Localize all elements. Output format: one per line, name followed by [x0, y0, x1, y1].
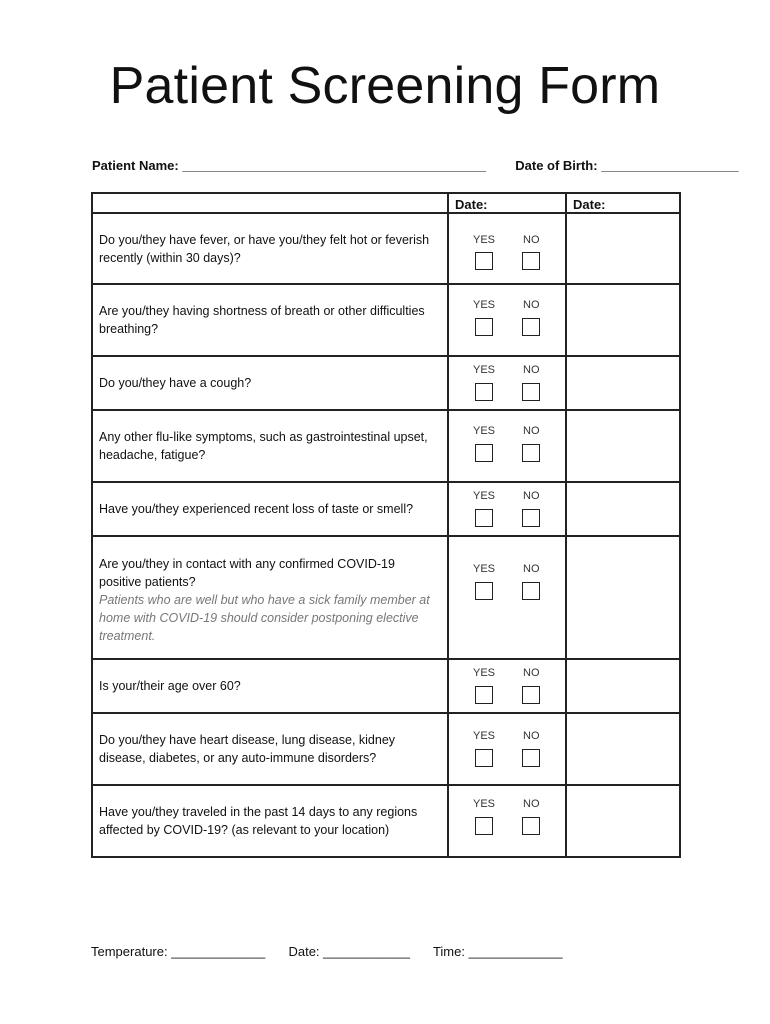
yes-label: YES [473, 234, 496, 246]
question-cell [92, 356, 448, 410]
question-text: Do you/they have a cough? [99, 376, 252, 390]
answer-cell-date-2[interactable] [566, 659, 680, 713]
no-checkbox[interactable] [522, 509, 540, 527]
no-checkbox[interactable] [522, 686, 540, 704]
date-of-birth-label: Date of Birth: [515, 158, 598, 173]
yes-checkbox[interactable] [475, 686, 493, 704]
question-cell [92, 659, 448, 713]
table-row [92, 213, 680, 284]
answer-cell-date-1 [448, 659, 566, 713]
question-text: Is your/their age over 60? [99, 679, 241, 693]
yes-label: YES [473, 425, 496, 437]
yes-label: YES [473, 667, 496, 679]
answer-cell-date-1 [448, 213, 566, 284]
question-text: Have you/they experienced recent loss of taste or smell? [99, 502, 414, 516]
no-checkbox[interactable] [522, 252, 540, 270]
yes-label: YES [473, 364, 496, 376]
temperature-label: Temperature: [91, 944, 168, 959]
yes-label: YES [473, 490, 496, 502]
question-cell [92, 713, 448, 785]
no-label: NO [523, 490, 540, 502]
yes-label: YES [473, 798, 496, 810]
yes-checkbox[interactable] [475, 383, 493, 401]
table-row [92, 713, 680, 785]
answer-cell-date-1 [448, 482, 566, 536]
yes-checkbox[interactable] [475, 509, 493, 527]
question-cell [92, 785, 448, 857]
answer-cell-date-1 [448, 356, 566, 410]
no-checkbox[interactable] [522, 749, 540, 767]
yes-label: YES [473, 299, 496, 311]
no-label: NO [523, 798, 540, 810]
question-text: Have you/they traveled in the past 14 days to any regions affected by COVID-19? (as relevant to your location) [99, 805, 418, 837]
table-row [92, 410, 680, 482]
question-note: Patients who are well but who have a sick family member at home with COVID-19 should consider postponing elective treatment. [99, 593, 430, 643]
no-checkbox[interactable] [522, 817, 540, 835]
no-checkbox[interactable] [522, 582, 540, 600]
answer-cell-date-2[interactable] [566, 713, 680, 785]
yes-checkbox[interactable] [475, 749, 493, 767]
table-row [92, 659, 680, 713]
answer-cell-date-1 [448, 785, 566, 857]
date-of-birth-field[interactable]: ___________________ [601, 158, 739, 173]
no-label: NO [523, 667, 540, 679]
screening-table [91, 192, 681, 858]
temperature-field[interactable]: _____________ [171, 944, 266, 959]
no-checkbox[interactable] [522, 318, 540, 336]
no-label: NO [523, 364, 540, 376]
table-header-row [92, 193, 680, 213]
footer-line [91, 944, 563, 959]
table-row [92, 536, 680, 659]
yes-checkbox[interactable] [475, 252, 493, 270]
yes-checkbox[interactable] [475, 444, 493, 462]
no-checkbox[interactable] [522, 383, 540, 401]
answer-cell-date-1 [448, 284, 566, 356]
answer-cell-date-1 [448, 410, 566, 482]
question-text: Do you/they have fever, or have you/they felt hot or feverish recently (within 30 days)? [99, 232, 430, 265]
answer-cell-date-2[interactable] [566, 536, 680, 659]
date-column-2-header[interactable]: Date: [566, 193, 680, 213]
no-label: NO [523, 425, 540, 437]
yes-label: YES [473, 563, 496, 575]
question-cell [92, 284, 448, 356]
yes-checkbox[interactable] [475, 582, 493, 600]
question-header-cell [92, 193, 448, 213]
answer-cell-date-2[interactable] [566, 785, 680, 857]
no-checkbox[interactable] [522, 444, 540, 462]
question-text: Are you/they having shortness of breath or other difficulties breathing? [99, 304, 425, 336]
question-cell [92, 410, 448, 482]
table-row [92, 356, 680, 410]
question-text: Do you/they have heart disease, lung disease, kidney disease, diabetes, or any auto-immune disorders? [99, 733, 396, 765]
answer-cell-date-2[interactable] [566, 356, 680, 410]
answer-cell-date-2[interactable] [566, 482, 680, 536]
table-row [92, 482, 680, 536]
question-text: Are you/they in contact with any confirmed COVID-19 positive patients? [99, 557, 395, 589]
time-label: Time: [432, 944, 465, 959]
time-field[interactable]: _____________ [468, 944, 563, 959]
patient-name-label: Patient Name: [92, 158, 179, 173]
yes-checkbox[interactable] [475, 318, 493, 336]
patient-name-field[interactable]: __________________________________________ [182, 158, 486, 173]
footer-date-label: Date: [288, 944, 320, 959]
patient-info-line [92, 158, 739, 173]
no-label: NO [523, 730, 540, 742]
question-cell [92, 536, 448, 659]
answer-cell-date-1 [448, 713, 566, 785]
question-cell [92, 482, 448, 536]
answer-cell-date-2[interactable] [566, 410, 680, 482]
answer-cell-date-2[interactable] [566, 213, 680, 284]
yes-checkbox[interactable] [475, 817, 493, 835]
form-title: Patient Screening Form [109, 57, 661, 115]
table-row [92, 785, 680, 857]
table-row [92, 284, 680, 356]
question-cell [92, 213, 448, 284]
no-label: NO [523, 234, 540, 246]
answer-cell-date-1 [448, 536, 566, 659]
date-column-1-header[interactable]: Date: [448, 193, 566, 213]
no-label: NO [523, 563, 540, 575]
question-text: Any other flu-like symptoms, such as gastrointestinal upset, headache, fatigue? [99, 430, 428, 462]
answer-cell-date-2[interactable] [566, 284, 680, 356]
no-label: NO [523, 299, 540, 311]
yes-label: YES [473, 730, 496, 742]
footer-date-field[interactable]: ____________ [323, 944, 410, 959]
